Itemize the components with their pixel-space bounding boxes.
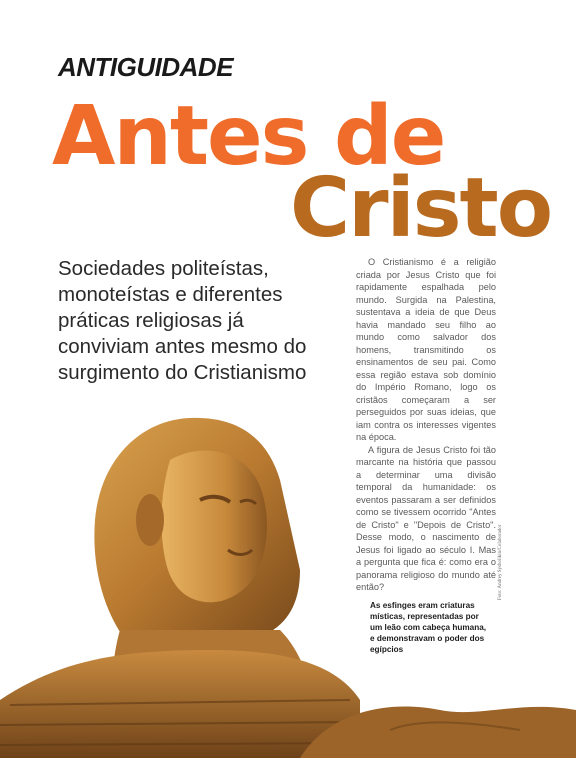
- body-paragraph-2: A figura de Jesus Cristo foi tão marcante na história que passou a determinar uma divisão temporal da humanidade: os eventos passaram a ser definidos como se tivessem ocorrido "Antes de Cristo" e "Depois de Cristo". Desse modo, o nascimento de Jesus foi ligado ao século I. Mas a pergunta que fica é: como era o panorama religioso do mundo até então?: [356, 444, 496, 592]
- title-line-1: Antes de: [52, 89, 445, 184]
- body-paragraph-1: O Cristianismo é a religião criada por Jesus Cristo que foi rapidamente espalhada pelo mundo. Surgida na Palestina, sustentava a ideia de que Deus havia mandado seu filho ao mundo como salvador dos homens, transmitindo os ensinamentos de seu pai. Como essa região estava sob domínio do Império Romano, logo os cristãos começaram a ser perseguidos por suas ideias, que iam contra os interesses vigentes na época.: [356, 257, 496, 442]
- section-label: ANTIGUIDADE: [58, 52, 234, 82]
- lead-line: conviviam antes mesmo do: [58, 335, 307, 358]
- lead-paragraph: [58, 256, 348, 386]
- lead-line: práticas religiosas já: [58, 309, 244, 332]
- lead-line: Sociedades politeístas,: [58, 257, 269, 280]
- photo-credit: Foto: Andrey Sysholikin/Colaborador: [498, 524, 503, 600]
- title-line-2: Cristo: [290, 161, 552, 256]
- photo-caption: As esfinges eram criaturas místicas, representadas por um leão com cabeça humana, e demonstravam o poder dos egípcios: [370, 601, 487, 654]
- lead-line: surgimento do Cristianismo: [58, 361, 307, 384]
- lead-line: monoteístas e diferentes: [58, 283, 283, 306]
- body-text-column: [356, 256, 496, 594]
- sphinx-face: [162, 450, 267, 602]
